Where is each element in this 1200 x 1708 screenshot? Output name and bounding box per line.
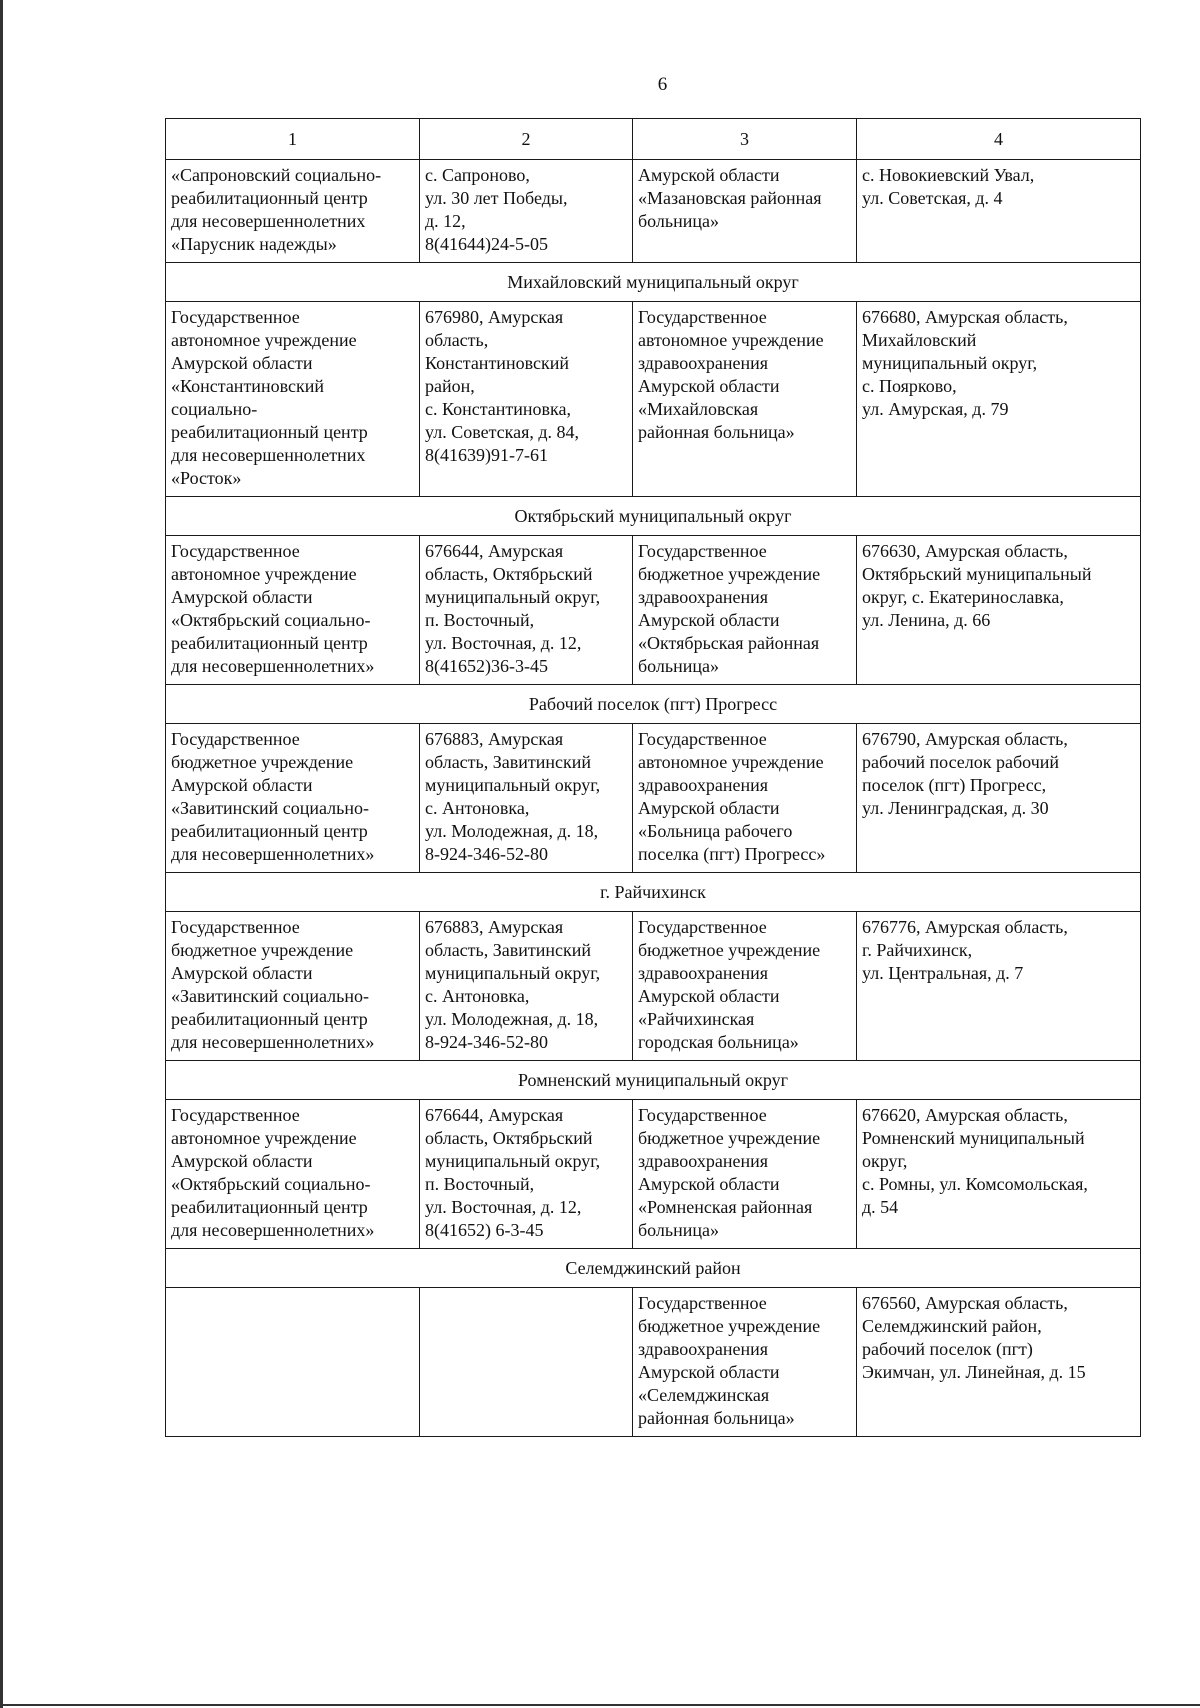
cell-line: Константиновский (425, 353, 569, 373)
cell-line: «Октябрьский социально- (171, 610, 371, 630)
cell-line: 676980, Амурская (425, 307, 564, 327)
cell-line: ул. Ленинградская, д. 30 (862, 798, 1049, 818)
cell-line: 8(41639)91-7-61 (425, 445, 548, 465)
column-header: 2 (420, 119, 633, 160)
cell-line: здравоохранения (638, 587, 769, 607)
hospital-cell (633, 160, 857, 263)
cell-line: «Сапроновский социально- (171, 165, 382, 185)
institution-address-cell (420, 1288, 633, 1437)
cell-line: бюджетное учреждение (638, 1128, 821, 1148)
institution-cell (166, 160, 420, 263)
cell-line: для несовершеннолетних (171, 211, 366, 231)
cell-line: районная больница» (638, 1408, 795, 1428)
cell-line: Государственное (638, 1293, 767, 1313)
cell-line: больница» (638, 656, 719, 676)
cell-line: «Завитинский социально- (171, 798, 369, 818)
cell-line: ул. Советская, д. 4 (862, 188, 1003, 208)
cell-line: «Росток» (171, 468, 242, 488)
institution-address-cell (420, 1100, 633, 1249)
table-header-row (166, 119, 1141, 160)
cell-line: «Селемджинская (638, 1385, 770, 1405)
cell-line: для несовершеннолетних (171, 445, 366, 465)
cell-line: с. Антоновка, (425, 986, 530, 1006)
section-title: Селемджинский район (166, 1249, 1141, 1288)
cell-line: ул. 30 лет Победы, (425, 188, 568, 208)
cell-line: ул. Ленина, д. 66 (862, 610, 991, 630)
cell-line: бюджетное учреждение (171, 940, 354, 960)
cell-line: «Константиновский (171, 376, 324, 396)
institution-cell (166, 302, 420, 497)
cell-line: 8(41644)24-5-05 (425, 234, 548, 254)
cell-line: здравоохранения (638, 353, 769, 373)
cell-line: 676883, Амурская (425, 917, 564, 937)
cell-line: 8-924-346-52-80 (425, 1032, 548, 1052)
cell-line: «Октябрьская районная (638, 633, 820, 653)
cell-line: Государственное (171, 541, 300, 561)
cell-line: Октябрьский муниципальный (862, 564, 1092, 584)
hospital-cell (633, 1100, 857, 1249)
cell-line: поселок (пгт) Прогресс, (862, 775, 1047, 795)
cell-line: здравоохранения (638, 775, 769, 795)
scan-left-edge (0, 0, 3, 1708)
cell-line: ул. Восточная, д. 12, (425, 1197, 582, 1217)
cell-line: Государственное (171, 917, 300, 937)
cell-line: социально- (171, 399, 258, 419)
cell-line: автономное учреждение (638, 752, 824, 772)
cell-line: 676620, Амурская область, (862, 1105, 1068, 1125)
section-title: Ромненский муниципальный округ (166, 1061, 1141, 1100)
section-row (166, 873, 1141, 912)
cell-line: д. 54 (862, 1197, 899, 1217)
cell-line: Амурской области (171, 963, 313, 983)
hospital-address-cell (857, 1288, 1141, 1437)
hospital-cell (633, 912, 857, 1061)
cell-line: Государственное (638, 307, 767, 327)
cell-line: Михайловский (862, 330, 977, 350)
cell-line: с. Константиновка, (425, 399, 572, 419)
cell-line: реабилитационный центр (171, 1009, 368, 1029)
cell-line: автономное учреждение (171, 330, 357, 350)
cell-line: 676644, Амурская (425, 1105, 564, 1125)
cell-line: ул. Центральная, д. 7 (862, 963, 1024, 983)
cell-line: муниципальный округ, (425, 775, 601, 795)
cell-line: больница» (638, 1220, 719, 1240)
hospital-cell (633, 724, 857, 873)
cell-line: с. Поярково, (862, 376, 957, 396)
cell-line: область, Октябрьский (425, 564, 593, 584)
cell-line: Амурской области (638, 1362, 780, 1382)
cell-line: «Завитинский социально- (171, 986, 369, 1006)
cell-line: муниципальный округ, (425, 587, 601, 607)
table-row (166, 1100, 1141, 1249)
hospital-address-cell (857, 912, 1141, 1061)
cell-line: Амурской области (638, 610, 780, 630)
cell-line: бюджетное учреждение (171, 752, 354, 772)
table-row (166, 1288, 1141, 1437)
institution-address-cell (420, 724, 633, 873)
hospital-address-cell (857, 160, 1141, 263)
cell-line: реабилитационный центр (171, 633, 368, 653)
hospital-cell (633, 302, 857, 497)
hospital-cell (633, 536, 857, 685)
cell-line: «Парусник надежды» (171, 234, 337, 254)
institution-cell (166, 1100, 420, 1249)
cell-line: Государственное (638, 541, 767, 561)
column-header: 4 (857, 119, 1141, 160)
section-title: г. Райчихинск (166, 873, 1141, 912)
institution-cell (166, 536, 420, 685)
institution-address-cell (420, 160, 633, 263)
cell-line: область, Завитинский (425, 940, 592, 960)
cell-line: 676644, Амурская (425, 541, 564, 561)
cell-line: муниципальный округ, (425, 963, 601, 983)
table-row (166, 302, 1141, 497)
cell-line: с. Новокиевский Увал, (862, 165, 1035, 185)
cell-line: реабилитационный центр (171, 188, 368, 208)
cell-line: г. Райчихинск, (862, 940, 973, 960)
section-row (166, 685, 1141, 724)
hospital-address-cell (857, 302, 1141, 497)
hospital-address-cell (857, 536, 1141, 685)
cell-line: с. Антоновка, (425, 798, 530, 818)
section-row (166, 263, 1141, 302)
cell-line: реабилитационный центр (171, 422, 368, 442)
cell-line: ул. Амурская, д. 79 (862, 399, 1009, 419)
cell-line: Амурской области (171, 775, 313, 795)
institution-cell (166, 724, 420, 873)
cell-line: бюджетное учреждение (638, 1316, 821, 1336)
cell-line: Государственное (171, 1105, 300, 1125)
cell-line: для несовершеннолетних» (171, 656, 375, 676)
cell-line: ул. Советская, д. 84, (425, 422, 580, 442)
cell-line: автономное учреждение (638, 330, 824, 350)
cell-line: Амурской области (171, 353, 313, 373)
cell-line: Амурской области (638, 986, 780, 1006)
cell-line: рабочий поселок (пгт) (862, 1339, 1033, 1359)
hospital-cell (633, 1288, 857, 1437)
cell-line: «Октябрьский социально- (171, 1174, 371, 1194)
cell-line: автономное учреждение (171, 1128, 357, 1148)
cell-line: здравоохранения (638, 1151, 769, 1171)
cell-line: Государственное (638, 729, 767, 749)
section-title: Рабочий поселок (пгт) Прогресс (166, 685, 1141, 724)
cell-line: ул. Молодежная, д. 18, (425, 821, 599, 841)
cell-line: область, Завитинский (425, 752, 592, 772)
cell-line: область, Октябрьский (425, 1128, 593, 1148)
cell-line: Государственное (638, 1105, 767, 1125)
cell-line: д. 12, (425, 211, 466, 231)
cell-line: для несовершеннолетних» (171, 1220, 375, 1240)
cell-line: бюджетное учреждение (638, 940, 821, 960)
cell-line: Государственное (171, 729, 300, 749)
column-header: 3 (633, 119, 857, 160)
cell-line: бюджетное учреждение (638, 564, 821, 584)
hospital-address-cell (857, 724, 1141, 873)
cell-line: ул. Восточная, д. 12, (425, 633, 582, 653)
cell-line: «Райчихинская (638, 1009, 755, 1029)
cell-line: Государственное (171, 307, 300, 327)
section-title: Октябрьский муниципальный округ (166, 497, 1141, 536)
cell-line: районная больница» (638, 422, 795, 442)
cell-line: муниципальный округ, (862, 353, 1038, 373)
table-row (166, 912, 1141, 1061)
cell-line: ул. Молодежная, д. 18, (425, 1009, 599, 1029)
institution-cell (166, 912, 420, 1061)
column-header: 1 (166, 119, 420, 160)
cell-line: 676883, Амурская (425, 729, 564, 749)
cell-line: 676560, Амурская область, (862, 1293, 1068, 1313)
cell-line: 8(41652) 6-3-45 (425, 1220, 544, 1240)
cell-line: с. Сапроново, (425, 165, 530, 185)
cell-line: Амурской области (638, 1174, 780, 1194)
cell-line: 676776, Амурская область, (862, 917, 1068, 937)
cell-line: п. Восточный, (425, 1174, 535, 1194)
cell-line: округ, (862, 1151, 908, 1171)
cell-line: реабилитационный центр (171, 1197, 368, 1217)
cell-line: 8(41652)36-3-45 (425, 656, 548, 676)
cell-line: округ, с. Екатеринославка, (862, 587, 1064, 607)
cell-line: Ромненский муниципальный (862, 1128, 1085, 1148)
cell-line: реабилитационный центр (171, 821, 368, 841)
section-title: Михайловский муниципальный округ (166, 263, 1141, 302)
cell-line: городская больница» (638, 1032, 799, 1052)
cell-line: «Михайловская (638, 399, 759, 419)
cell-line: поселка (пгт) Прогресс» (638, 844, 826, 864)
institution-address-cell (420, 912, 633, 1061)
cell-line: 676680, Амурская область, (862, 307, 1068, 327)
cell-line: «Больница рабочего (638, 821, 793, 841)
cell-line: для несовершеннолетних» (171, 844, 375, 864)
cell-line: Амурской области (638, 165, 780, 185)
cell-line: п. Восточный, (425, 610, 535, 630)
cell-line: здравоохранения (638, 1339, 769, 1359)
cell-line: Селемджинский район, (862, 1316, 1042, 1336)
scan-bottom-edge (0, 1704, 1200, 1706)
hospital-address-cell (857, 1100, 1141, 1249)
cell-line: район, (425, 376, 475, 396)
cell-line: 8-924-346-52-80 (425, 844, 548, 864)
cell-line: с. Ромны, ул. Комсомольская, (862, 1174, 1088, 1194)
page-number: 6 (657, 74, 668, 95)
table-row (166, 536, 1141, 685)
cell-line: «Ромненская районная (638, 1197, 813, 1217)
cell-line: автономное учреждение (171, 564, 357, 584)
institution-cell (166, 1288, 420, 1437)
cell-line: Амурской области (638, 798, 780, 818)
institution-address-cell (420, 302, 633, 497)
institution-address-cell (420, 536, 633, 685)
table-row (166, 160, 1141, 263)
cell-line: рабочий поселок рабочий (862, 752, 1060, 772)
table-row (166, 724, 1141, 873)
cell-line: область, (425, 330, 489, 350)
cell-line: больница» (638, 211, 719, 231)
cell-line: Амурской области (171, 1151, 313, 1171)
institutions-table (165, 118, 1141, 1437)
cell-line: муниципальный округ, (425, 1151, 601, 1171)
cell-line: Амурской области (638, 376, 780, 396)
cell-line: для несовершеннолетних» (171, 1032, 375, 1052)
cell-line: Экимчан, ул. Линейная, д. 15 (862, 1362, 1086, 1382)
cell-line: 676790, Амурская область, (862, 729, 1068, 749)
cell-line: здравоохранения (638, 963, 769, 983)
section-row (166, 1061, 1141, 1100)
cell-line: «Мазановская районная (638, 188, 822, 208)
cell-line: Государственное (638, 917, 767, 937)
section-row (166, 1249, 1141, 1288)
cell-line: Амурской области (171, 587, 313, 607)
section-row (166, 497, 1141, 536)
cell-line: 676630, Амурская область, (862, 541, 1068, 561)
